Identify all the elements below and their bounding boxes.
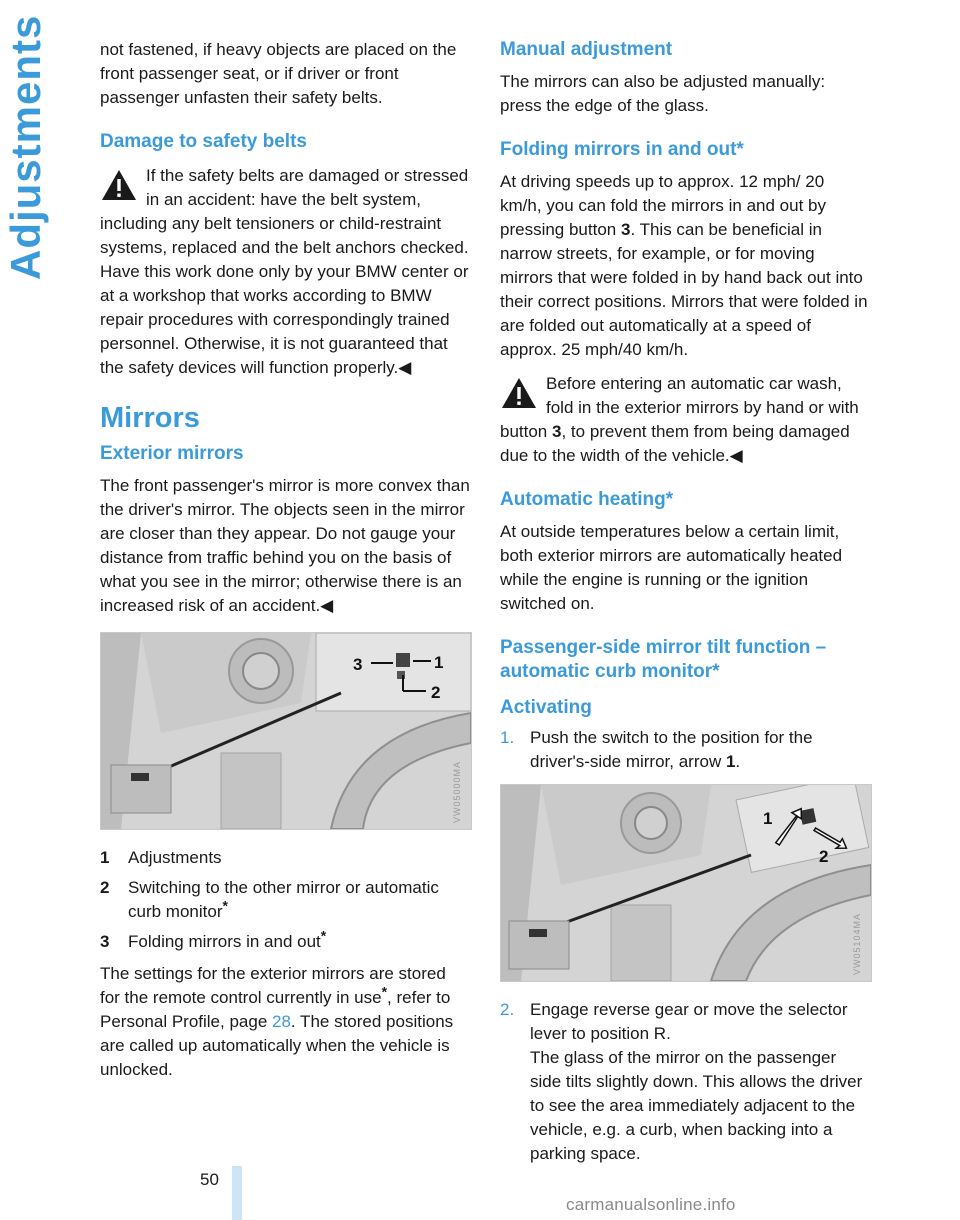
- exterior-mirrors-heading: Exterior mirrors: [100, 443, 244, 464]
- warning-triangle-icon: [100, 168, 138, 202]
- damage-warning-text: If the safety belts are damaged or stressed in an accident: have the belt system, including any belt tensioners or child-restraint systems, replaced and the belt anchors checked. Have this work done only by your BMW center or at a workshop that works according to BMW repair procedures with correspondingly trained personnel. Otherwise, it is not guaranteed that the safety devices will function properly.: [100, 166, 469, 377]
- end-mark: ◀: [398, 358, 412, 377]
- right-column: [500, 38, 870, 1174]
- chapter-tab-title: Adjustments: [2, 14, 49, 280]
- damage-heading: Damage to safety belts: [100, 131, 307, 152]
- page-link-28[interactable]: 28: [272, 1012, 291, 1031]
- manual-adjustment-text: The mirrors can also be adjusted manually: press the edge of the glass.: [500, 72, 826, 115]
- page-number-bar: [232, 1166, 242, 1220]
- curb-monitor-figure: [500, 784, 872, 982]
- figure-code: VW05104MA: [852, 912, 862, 975]
- watermark: carmanualsonline.info: [566, 1195, 736, 1214]
- figure-callout: 2: [819, 847, 829, 866]
- legend-item: 1 Adjustments: [100, 848, 222, 867]
- warning-triangle-icon: [500, 376, 538, 410]
- damage-warning: [100, 164, 470, 380]
- left-column: [100, 38, 470, 1092]
- folding-mirrors-heading: Folding mirrors in and out*: [500, 139, 744, 160]
- dashboard-illustration: [501, 785, 871, 981]
- intro-paragraph: not fastened, if heavy objects are placed on the front passenger seat, or if driver or front passenger unfasten their safety belts.: [100, 40, 457, 107]
- folding-mirrors-text: At driving speeds up to approx. 12 mph/ 20 km/h, you can fold the mirrors in and out by pressing button 3. This can be beneficial in narrow streets, for example, or for moving mirrors that were folded in by hand back out into their correct positions. Mirrors that were folded in are folded out automatically at a speed of approx. 25 mph/40 km/h.: [500, 172, 868, 359]
- exterior-mirrors-text: The front passenger's mirror is more convex than the driver's mirror. The objects seen in the mirror are closer than they appear. Do not gauge your distance from traffic behind you on the basis of what you see in the mirror; otherwise there is an increased risk of an accident.◀: [100, 476, 470, 615]
- figure-callout: 3: [353, 655, 363, 674]
- automatic-heating-heading: Automatic heating*: [500, 489, 674, 510]
- figure-callout: 1: [763, 809, 773, 828]
- manual-adjustment-heading: Manual adjustment: [500, 39, 673, 60]
- automatic-heating-text: At outside temperatures below a certain limit, both exterior mirrors are automatically heated while the engine is running or the ignition switched on.: [500, 522, 843, 613]
- figure-callout: 1: [434, 653, 444, 672]
- figure-legend: [100, 846, 470, 954]
- mirrors-heading: Mirrors: [100, 402, 200, 434]
- activating-heading: Activating: [500, 697, 592, 718]
- figure-code: VW05000MA: [452, 760, 462, 823]
- side-tab: [0, 0, 80, 1220]
- tilt-function-heading: Passenger-side mirror tilt function – automatic curb monitor*: [500, 637, 827, 682]
- settings-paragraph: The settings for the exterior mirrors are stored for the remote control currently in use*, refer to Personal Profile, page 28. The stored positions are called up automatically when the vehicle is unlocked.: [100, 964, 454, 1079]
- figure-callout: 2: [431, 683, 441, 702]
- dashboard-illustration: [101, 633, 471, 829]
- step-item: 1. Push the switch to the position for the driver's-side mirror, arrow 1.: [500, 728, 813, 771]
- step-item: 2. Engage reverse gear or move the selector lever to position R. The glass of the mirror on the passenger side tilts slightly down. This allows the driver to see the area immediately adjacent to the vehicle, e.g. a curb, when backing into a parking space.: [500, 1000, 863, 1163]
- legend-item: 3 Folding mirrors in and out*: [100, 927, 327, 951]
- carwash-warning: Before entering an automatic car wash, fold in the exterior mirrors by hand or with button 3, to prevent them from being damaged due to the width of the vehicle.◀: [500, 374, 859, 465]
- mirror-switch-figure: [100, 632, 472, 830]
- legend-item: 2 Switching to the other mirror or automatic curb monitor*: [100, 878, 439, 921]
- activation-steps: [500, 726, 870, 1166]
- page-number: 50: [200, 1170, 219, 1189]
